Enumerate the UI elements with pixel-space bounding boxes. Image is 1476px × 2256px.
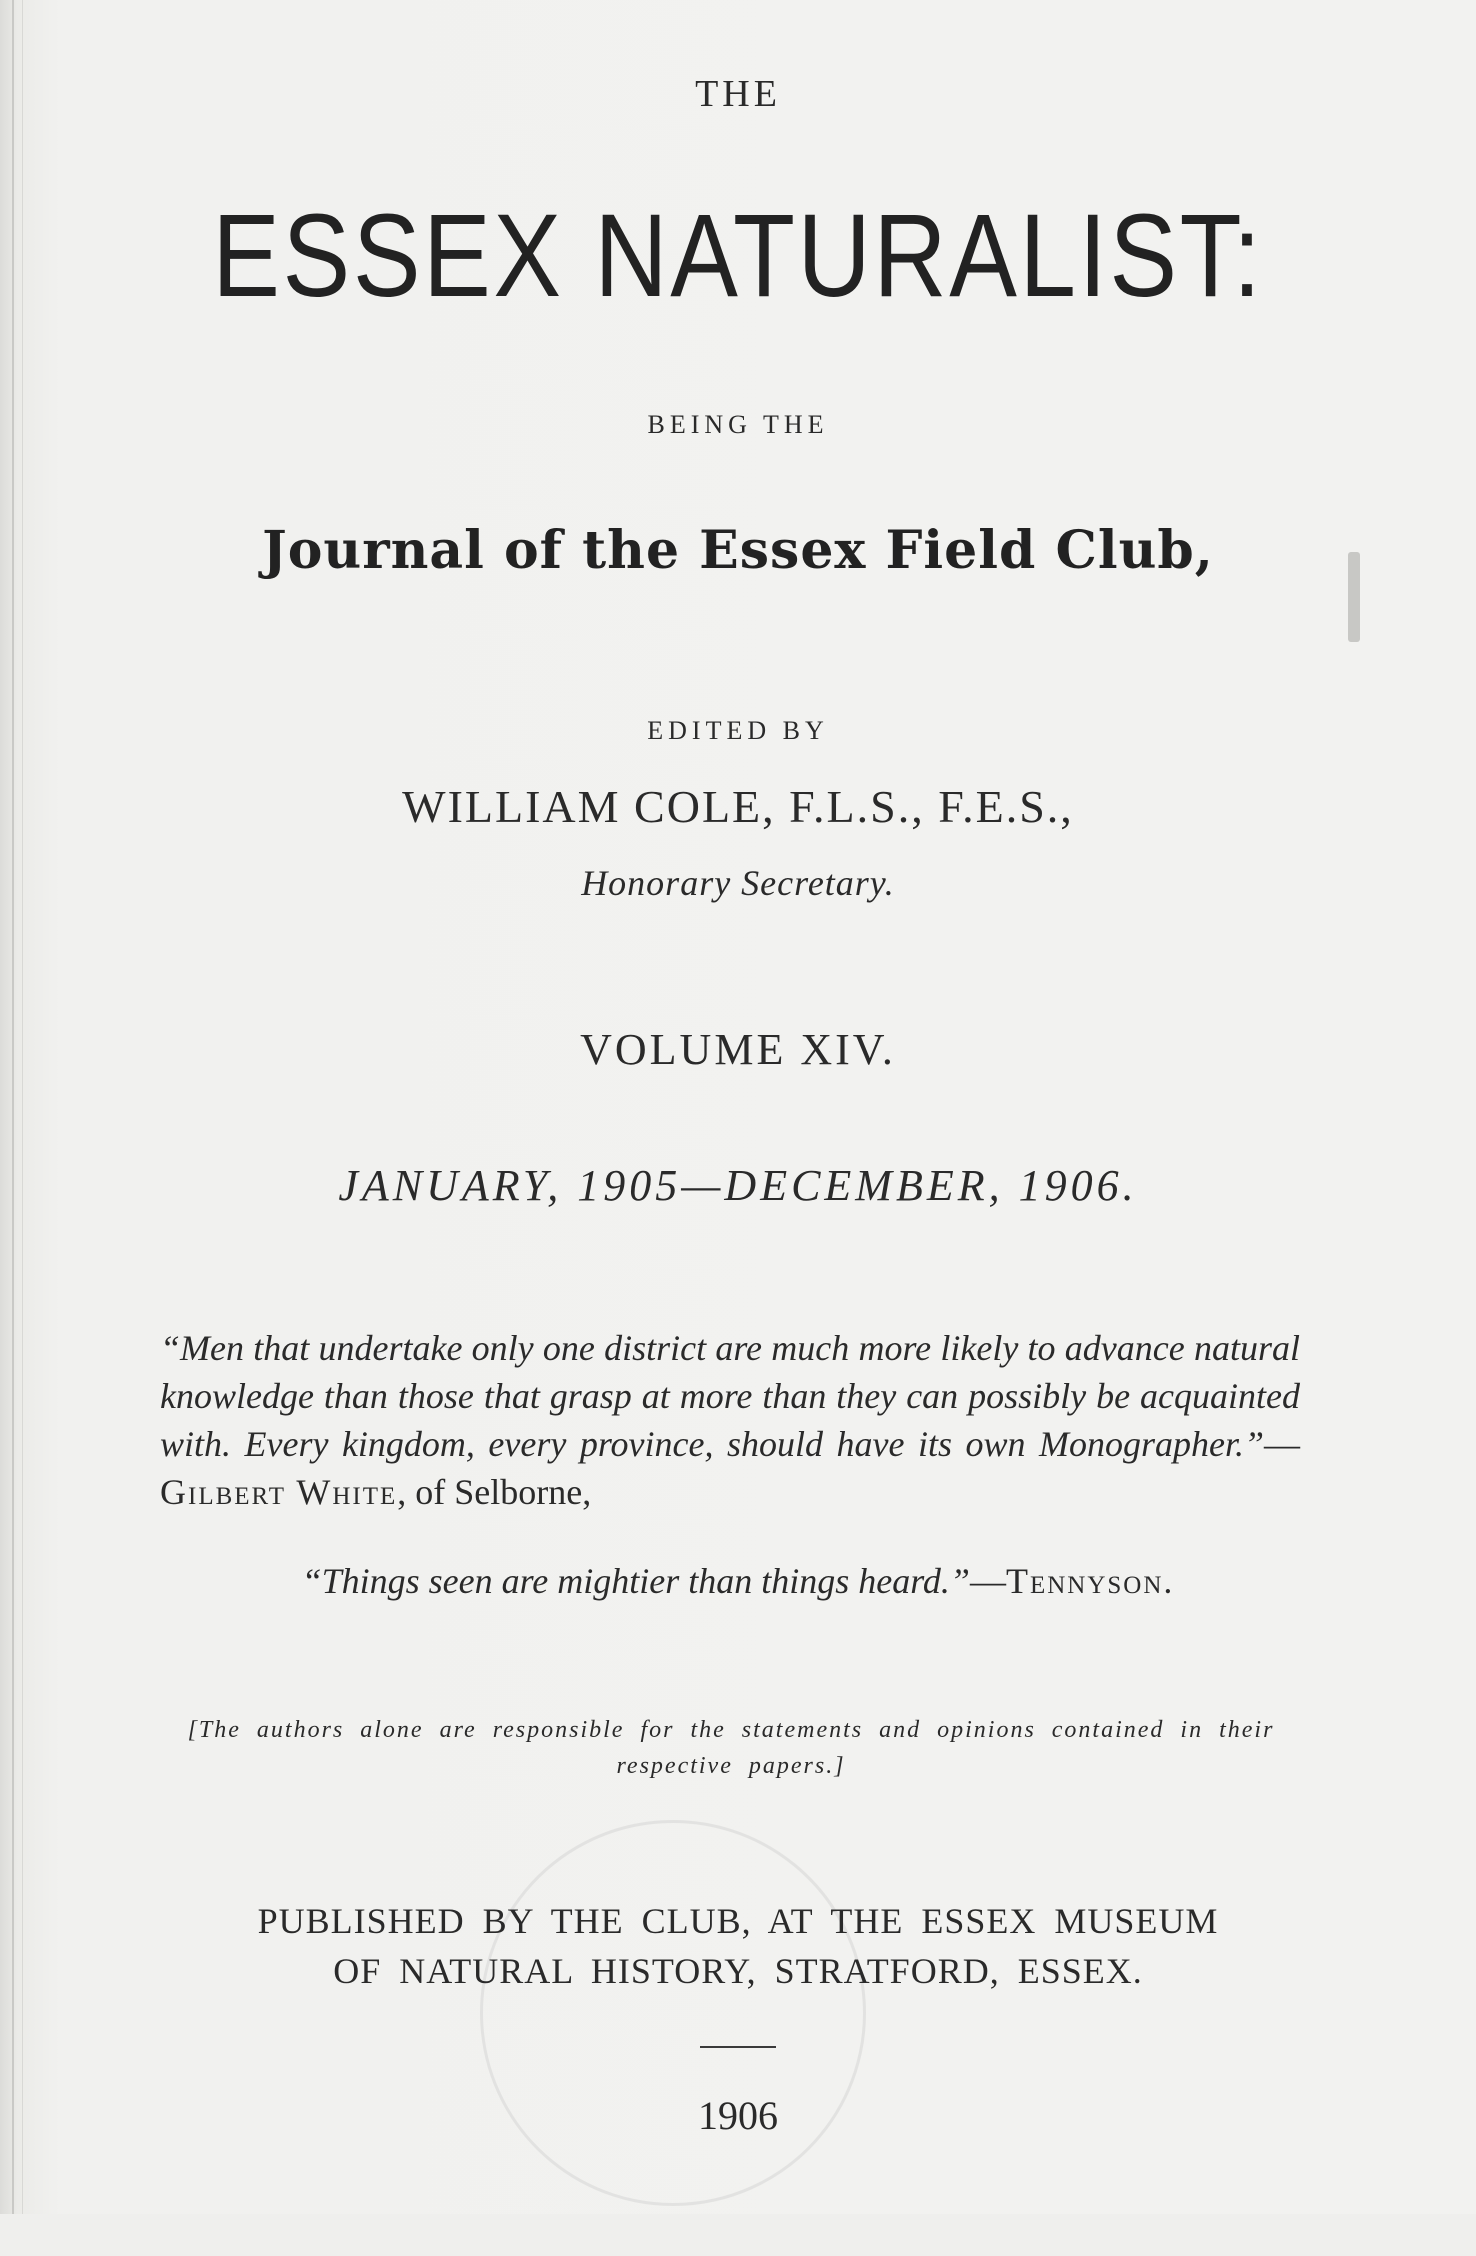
epigraph-tennyson-dash: — bbox=[969, 1561, 1006, 1601]
epigraph-tennyson-text: “Things seen are mightier than things heard.” bbox=[301, 1561, 970, 1601]
publisher-imprint bbox=[150, 1896, 1326, 1996]
journal-subtitle: Journal of the Essex Field Club, bbox=[262, 520, 1214, 581]
disclaimer-note: [The authors alone are responsible for the statements and opinions contained in their respective papers.] bbox=[187, 1717, 1275, 1779]
epigraph-white-author: Gilbert White bbox=[160, 1472, 398, 1512]
edited-by-label: EDITED BY bbox=[647, 716, 829, 745]
volume-number: VOLUME XIV. bbox=[580, 1025, 896, 1074]
publisher-line-1: PUBLISHED BY THE CLUB, AT THE ESSEX MUSEUM bbox=[257, 1901, 1219, 1941]
binding-edge-inner bbox=[22, 0, 23, 2214]
journal-title: ESSEX NATURALIST: bbox=[212, 190, 1264, 322]
editor-role: Honorary Secretary. bbox=[581, 863, 895, 903]
epigraph-white-place: , of Selborne, bbox=[397, 1472, 592, 1512]
epigraph-white bbox=[160, 1324, 1300, 1516]
library-stamp-watermark bbox=[430, 1770, 916, 2256]
title-article: THE bbox=[695, 73, 781, 115]
epigraph-tennyson-author: Tennyson. bbox=[1005, 1561, 1175, 1601]
binding-edge bbox=[12, 0, 14, 2214]
epigraph-white-dash: — bbox=[1264, 1424, 1300, 1464]
publisher-line-2: OF NATURAL HISTORY, STRATFORD, ESSEX. bbox=[333, 1951, 1143, 1991]
publication-year: 1906 bbox=[698, 2093, 778, 2138]
epigraph-white-text: “Men that undertake only one district are much more likely to advance natural knowledge than those that grasp at more than they can possibly be acquainted with. Every kingdom, every province, should have its own Monographer.” bbox=[160, 1328, 1300, 1464]
editor-name: WILLIAM COLE, F.L.S., F.E.S., bbox=[402, 781, 1074, 832]
short-rule bbox=[700, 2046, 776, 2048]
volume-dates: JANUARY, 1905—DECEMBER, 1906. bbox=[338, 1161, 1138, 1210]
subtitle-being-the: BEING THE bbox=[647, 410, 829, 439]
epigraph-tennyson bbox=[0, 1560, 1476, 1602]
